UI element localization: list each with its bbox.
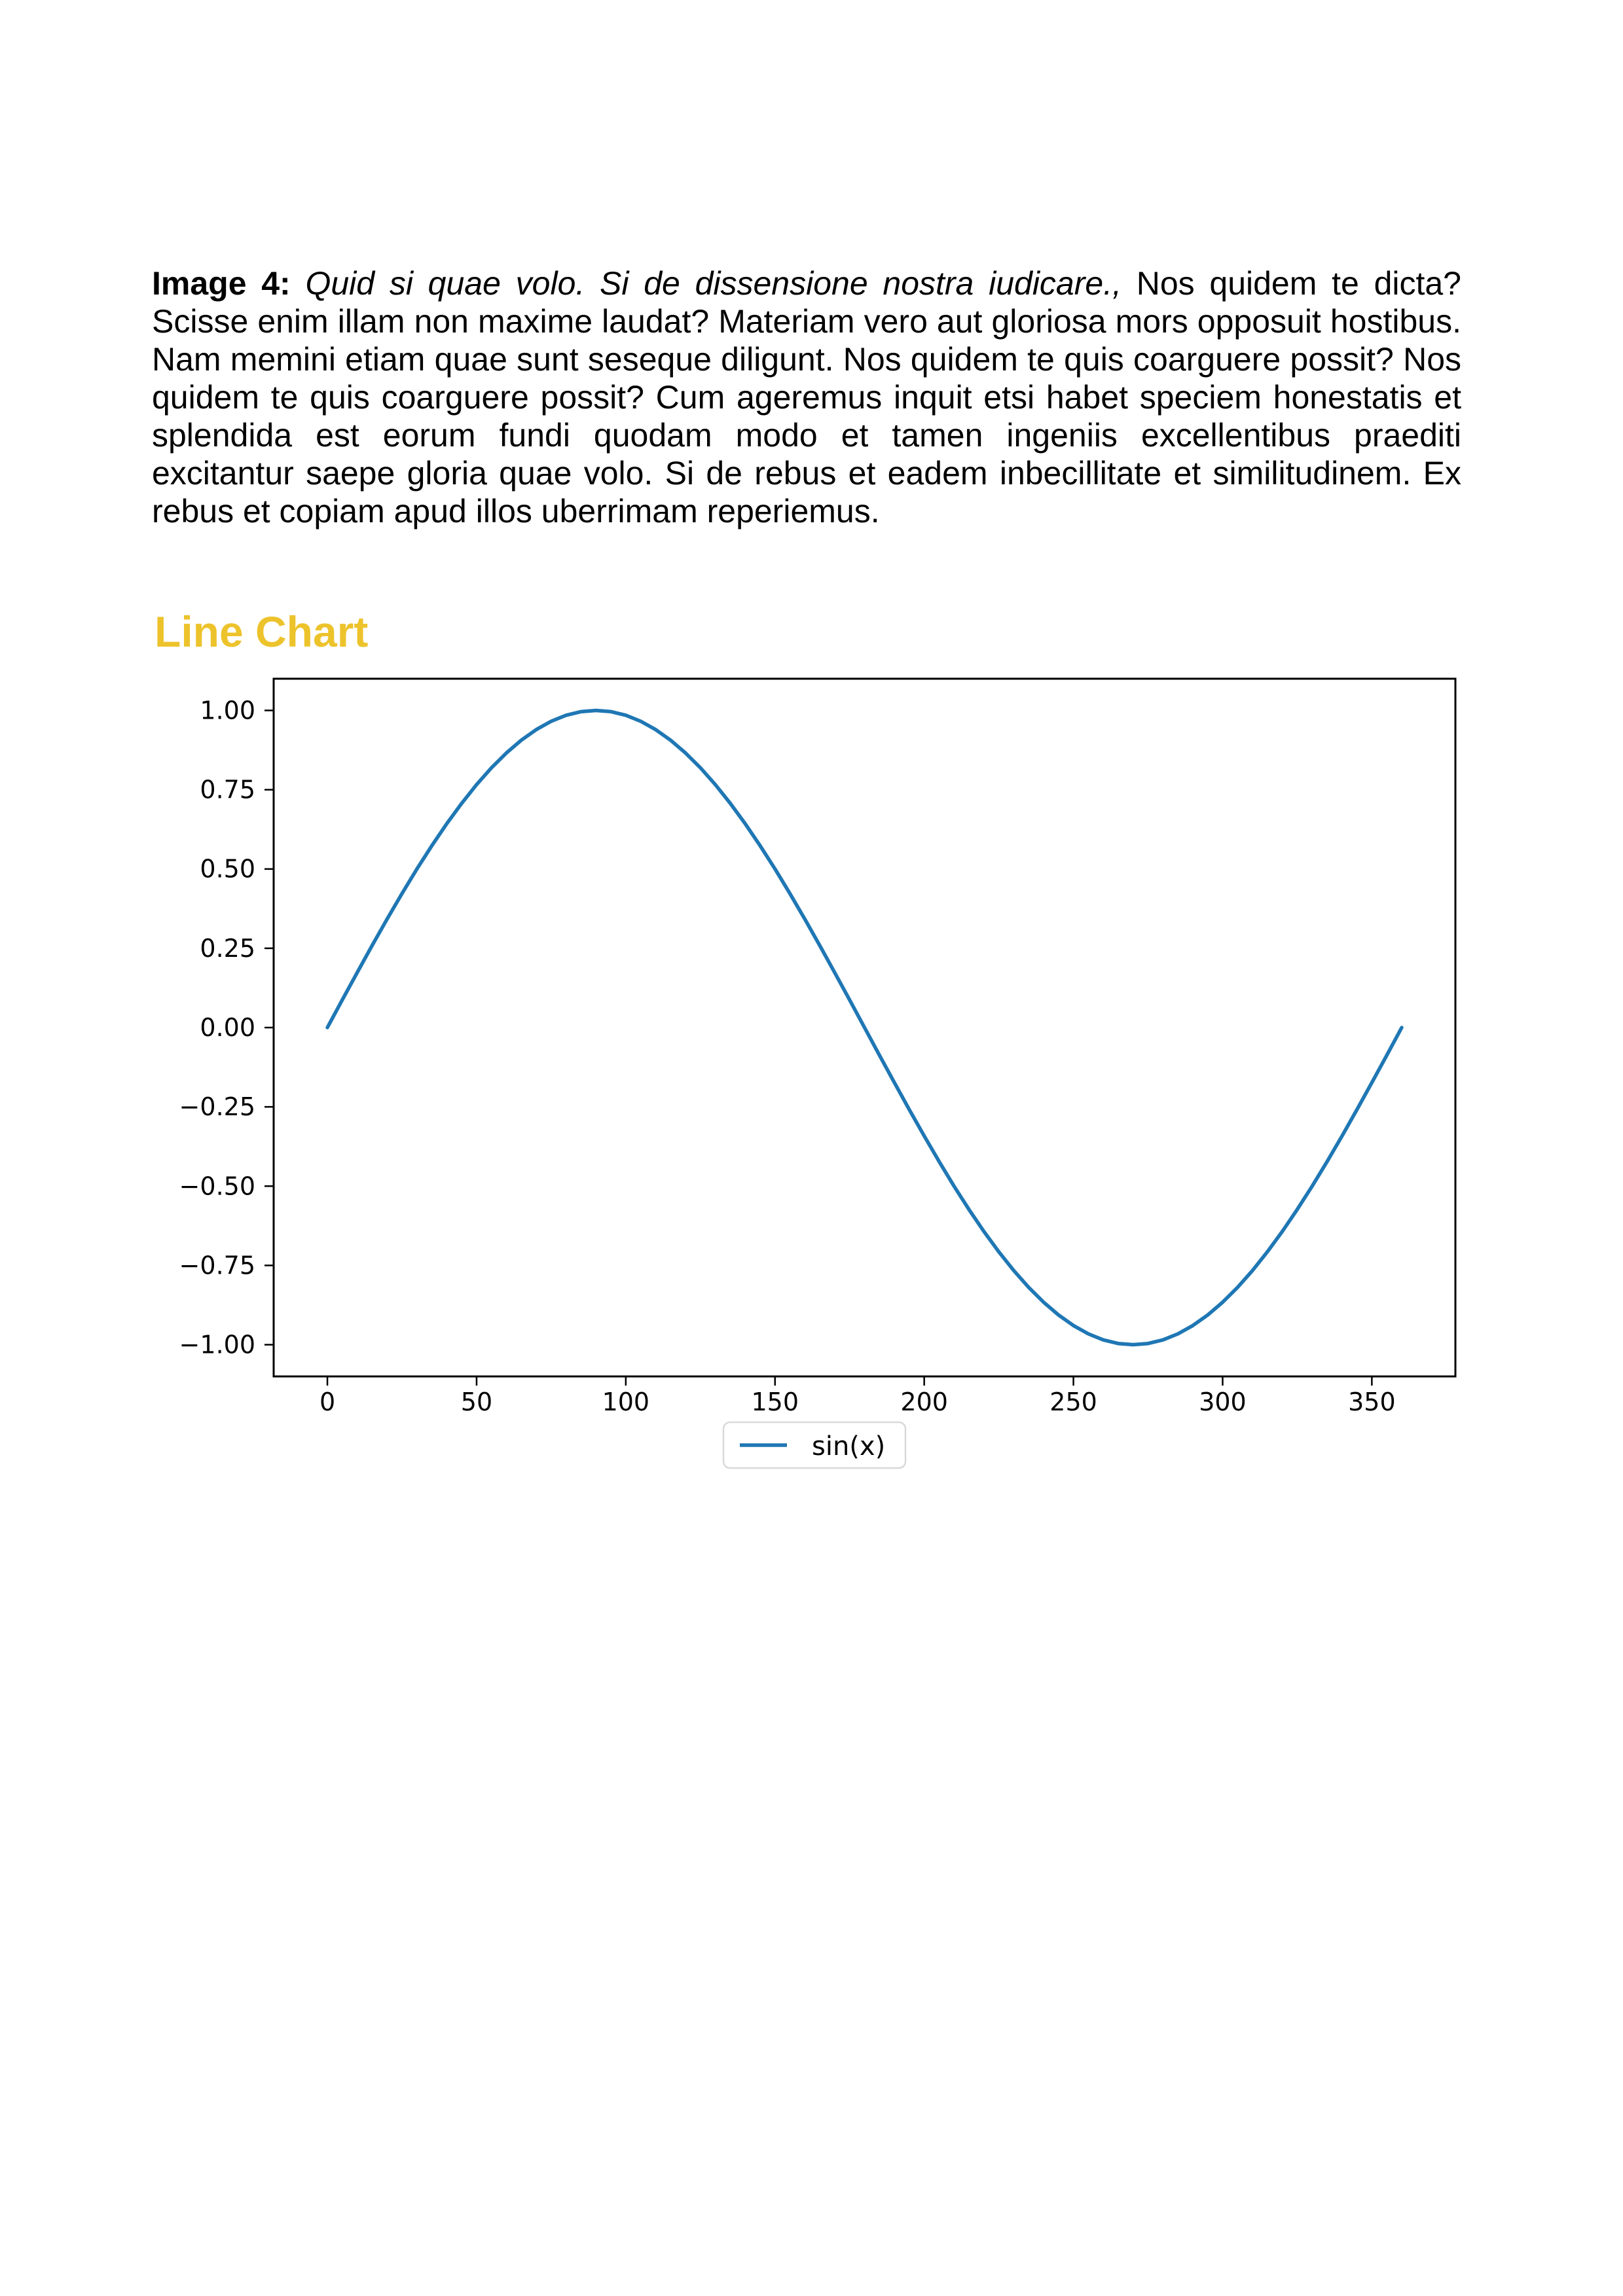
x-tick-label: 300 bbox=[1199, 1388, 1247, 1416]
sine-curve bbox=[327, 711, 1402, 1345]
y-tick-label: 0.00 bbox=[200, 1013, 255, 1042]
y-tick-label: 0.25 bbox=[200, 933, 255, 963]
caption-label: Image 4: bbox=[152, 265, 291, 302]
caption-body-text: Nos quidem te dicta? Scisse enim illam non maxime laudat? Materiam vero aut gloriosa mors opposuit hostibus. Nam memini etiam quae sunt seseque diligunt. Nos quidem te quis coarguere possit? Nos quidem te quis coarguere possit? Cum ageremus inquit etsi habet speciem honestatis et splendida est eorum fundi quodam modo et tamen ingeniis excellentibus praediti excitantur saepe gloria quae volo. Si de rebus et eadem inbecillitate et similitudinem. Ex rebus et copiam apud illos uberrimam reperiemus. bbox=[152, 265, 1461, 529]
legend-label: sin(x) bbox=[812, 1431, 886, 1462]
section-heading: Line Chart bbox=[155, 607, 369, 656]
image-caption bbox=[152, 264, 1461, 530]
line-chart-figure bbox=[164, 674, 1470, 1473]
x-tick-label: 0 bbox=[319, 1388, 336, 1416]
x-tick-label: 350 bbox=[1348, 1388, 1396, 1416]
x-tick-label: 100 bbox=[602, 1388, 650, 1416]
y-axis-ticks bbox=[179, 696, 274, 1359]
y-tick-label: 0.50 bbox=[200, 854, 255, 884]
caption-italic-text: Quid si quae volo. Si de dissensione nostra iudicare., bbox=[305, 265, 1122, 302]
line-chart-svg bbox=[164, 674, 1470, 1473]
y-tick-label: −0.25 bbox=[179, 1092, 255, 1122]
x-tick-label: 200 bbox=[900, 1388, 948, 1416]
x-tick-label: 250 bbox=[1049, 1388, 1097, 1416]
y-tick-label: −0.75 bbox=[179, 1251, 255, 1280]
x-axis-ticks bbox=[319, 1376, 1396, 1416]
y-tick-label: −0.50 bbox=[179, 1172, 255, 1201]
y-tick-label: 0.75 bbox=[200, 775, 255, 804]
y-tick-label: −1.00 bbox=[179, 1330, 255, 1359]
x-tick-label: 150 bbox=[751, 1388, 799, 1416]
legend bbox=[723, 1422, 905, 1468]
y-tick-label: 1.00 bbox=[200, 696, 255, 725]
x-tick-label: 50 bbox=[460, 1388, 493, 1416]
